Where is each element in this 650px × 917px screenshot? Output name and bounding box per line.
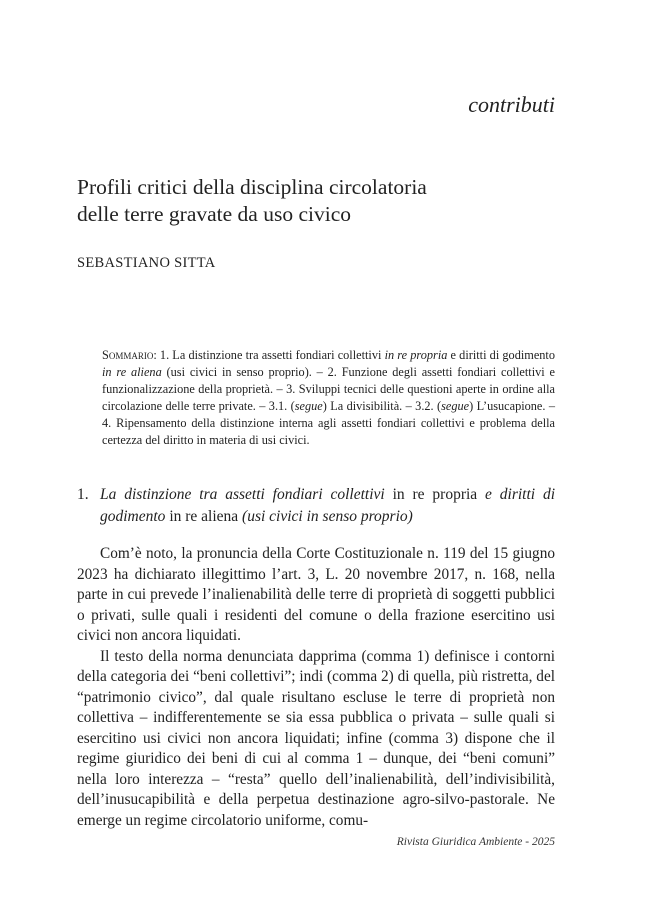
summary-text: (usi civici in senso proprio). – 2. Funzione degli assetti fondiari collettivi e funzionalizzazione della proprietà. – 3. Sviluppi tecnici delle questioni aperte in ordine alla circolazione delle terre private. – 3.1. ( — [102, 365, 555, 414]
body-paragraph-1: Com’è noto, la pronuncia della Corte Costituzionale n. 119 del 15 giugno 2023 ha dichiarato illegittimo l’art. 3, L. 20 novembre 2017, n. 168, nella parte in cui prevede l’inalienabilità delle terre di proprietà di soggetti pubblici o privati, sulle quali i residenti del comune o della frazione esercitino usi civici non ancora liquidati. — [77, 545, 555, 644]
summary-label: Sommario — [102, 348, 154, 362]
section-label: contributi — [468, 92, 555, 117]
summary-italic: in re propria — [384, 348, 448, 362]
summary-text: ) La divisibilità. – 3.2. ( — [322, 399, 442, 414]
heading-roman: in re aliena — [165, 508, 243, 525]
journal-name: Rivista Giuridica Ambiente — [396, 836, 523, 848]
article-title — [77, 174, 557, 228]
heading-italic: (usi civici in senso proprio) — [242, 508, 413, 525]
body-paragraph-2: Il testo della norma denunciata dapprima (comma 1) definisce i contorni della categoria dei “beni collettivi”; indi (comma 2) di quella, più ristretta, del “patrimonio civico”, dal quale risultano escluse le terre di proprietà non collettiva – indifferentemente se sia essa pubblica o privata – sulle quali si esercitino usi civici non ancora liquidati; infine (comma 3) dispone che il regime giuridico dei beni di cui al comma 1 – dunque, dei “beni comuni” nella loro interezza – “resta” quello dell’inalienabilità, dell’indivisibilità, dell’inusucapibilità e della perpetua destinazione agro-silvo-pastorale. Ne emerge un regime circolatorio uniforme, comu- — [77, 647, 555, 829]
summary-block — [102, 347, 555, 450]
heading-roman: in re propria — [384, 486, 486, 503]
summary-italic: in re aliena — [102, 365, 162, 380]
section-heading-text — [77, 484, 555, 528]
section-heading — [77, 484, 555, 528]
section-number: 1. — [77, 486, 89, 503]
summary-italic: segue — [294, 399, 323, 414]
summary-italic: segue — [441, 399, 470, 414]
heading-italic: La distinzione tra assetti fondiari collettivi — [100, 486, 385, 503]
summary-text: ) L’usucapione. – 4. Ripensamento della distinzione interna agli assetti fondiari collettivi e problema della certezza del diritto in materia di usi civici. — [102, 399, 555, 448]
page-footer — [397, 836, 555, 848]
summary-text: : 1. La distinzione tra assetti fondiari collettivi — [153, 348, 385, 362]
heading-italic: e diritti di godimento — [100, 486, 556, 525]
title-line-1: Profili critici della disciplina circolatoria — [77, 175, 427, 199]
journal-year: 2025 — [532, 836, 555, 848]
article-body — [77, 544, 555, 831]
summary-text: e diritti di godimento — [447, 348, 555, 362]
author-name: SEBASTIANO SITTA — [77, 255, 216, 271]
title-line-2: delle terre gravate da uso civico — [77, 202, 351, 226]
footer-separator: - — [522, 836, 532, 848]
